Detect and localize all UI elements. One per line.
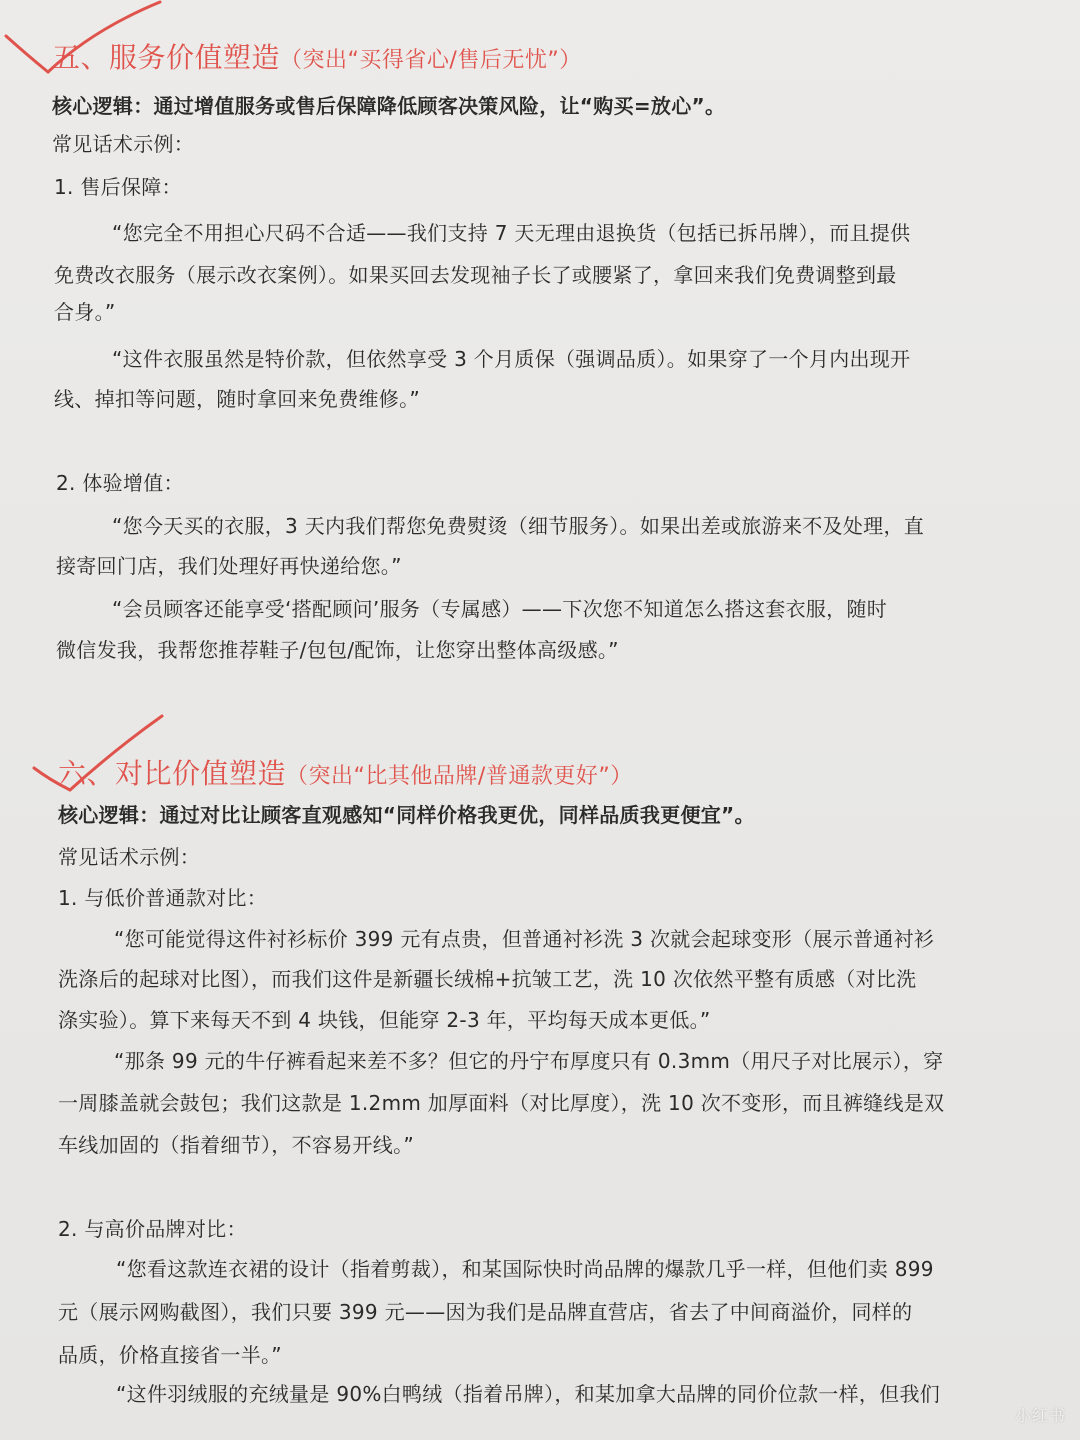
section6-examples-label: 常见话术示例：: [58, 845, 201, 869]
section5-item1-line: 免费改衣服务（展示改衣案例）。如果买回去发现袖子长了或腰紧了，拿回来我们免费调整到最: [54, 263, 897, 287]
section6-item1-line: 车线加固的（指着细节），不容易开线。”: [58, 1133, 415, 1157]
section5-examples-label: 常见话术示例：: [52, 132, 195, 156]
section6-item1-title: 1. 与低价普通款对比：: [58, 886, 268, 910]
section5-item1-line: “这件衣服虽然是特价款，但依然享受 3 个月质保（强调品质）。如果穿了一个月内出现开: [112, 347, 911, 371]
section5-item1-line: 合身。”: [54, 300, 116, 324]
section5-item2-line: “您今天买的衣服，3 天内我们帮您免费熨烫（细节服务）。如果出差或旅游来不及处理，直: [112, 514, 925, 538]
section5-item1-line: “您完全不用担心尺码不合适——我们支持 7 天无理由退换货（包括已拆吊牌），而且提供: [112, 221, 911, 245]
section6-item1-line: “您可能觉得这件衬衫标价 399 元有点贵，但普通衬衫洗 3 次就会起球变形（展示普通衬衫: [114, 927, 935, 951]
section5-heading: [52, 36, 582, 76]
section6-item1-line: 一周膝盖就会鼓包；我们这款是 1.2mm 加厚面料（对比厚度），洗 10 次不变形，而且裤缝线是双: [58, 1091, 945, 1115]
section6-item2-title: 2. 与高价品牌对比：: [58, 1217, 247, 1241]
section6-heading: [58, 752, 633, 792]
section5-item2-line: 接寄回门店，我们处理好再快递给您。”: [56, 554, 402, 578]
section5-item1-line: 线、掉扣等问题，随时拿回来免费维修。”: [54, 387, 421, 411]
section5-heading-subtitle: （突出“买得省心/售后无忧”）: [280, 48, 582, 73]
section5-heading-number: 五、: [52, 41, 110, 74]
section6-item1-line: 涤实验）。算下来每天不到 4 块钱，但能穿 2-3 年，平均每天成本更低。”: [58, 1008, 711, 1032]
section6-item2-line: “您看这款连衣裙的设计（指着剪裁），和某国际快时尚品牌的爆款几乎一样，但他们卖 899: [116, 1257, 934, 1281]
section5-core-logic: 核心逻辑：通过增值服务或售后保障降低顾客决策风险，让“购买=放心”。: [52, 94, 726, 118]
section6-heading-title: 对比价值塑造: [115, 757, 287, 790]
section6-item1-line: 洗涤后的起球对比图），而我们这件是新疆长绒棉+抗皱工艺，洗 10 次依然平整有质感（对比洗: [58, 967, 917, 991]
section5-item1-title: 1. 售后保障：: [54, 175, 182, 199]
section5-heading-title: 服务价值塑造: [109, 41, 281, 74]
section6-item2-line: “这件羽绒服的充绒量是 90%白鸭绒（指着吊牌），和某加拿大品牌的同价位款一样，但我们: [116, 1382, 941, 1406]
section6-item2-line: 元（展示网购截图），我们只要 399 元——因为我们是品牌直营店，省去了中间商溢价，同样的: [58, 1300, 913, 1324]
section5-item2-line: 微信发我，我帮您推荐鞋子/包包/配饰，让您穿出整体高级感。”: [56, 638, 619, 662]
section6-heading-number: 六、: [58, 757, 116, 790]
section6-heading-subtitle: （突出“比其他品牌/普通款更好”）: [286, 764, 633, 789]
section6-core-logic: 核心逻辑：通过对比让顾客直观感知“同样价格我更优，同样品质我更便宜”。: [58, 803, 755, 827]
section5-item2-title: 2. 体验增值：: [56, 471, 184, 495]
section6-item2-line: 品质，价格直接省一半。”: [58, 1343, 282, 1367]
section5-item2-line: “会员顾客还能享受‘搭配顾问’服务（专属感）——下次您不知道怎么搭这套衣服，随时: [112, 597, 888, 621]
section6-item1-line: “那条 99 元的牛仔裤看起来差不多？但它的丹宁布厚度只有 0.3mm（用尺子对比展示），穿: [114, 1049, 944, 1073]
watermark: 小红书: [1014, 1406, 1066, 1425]
